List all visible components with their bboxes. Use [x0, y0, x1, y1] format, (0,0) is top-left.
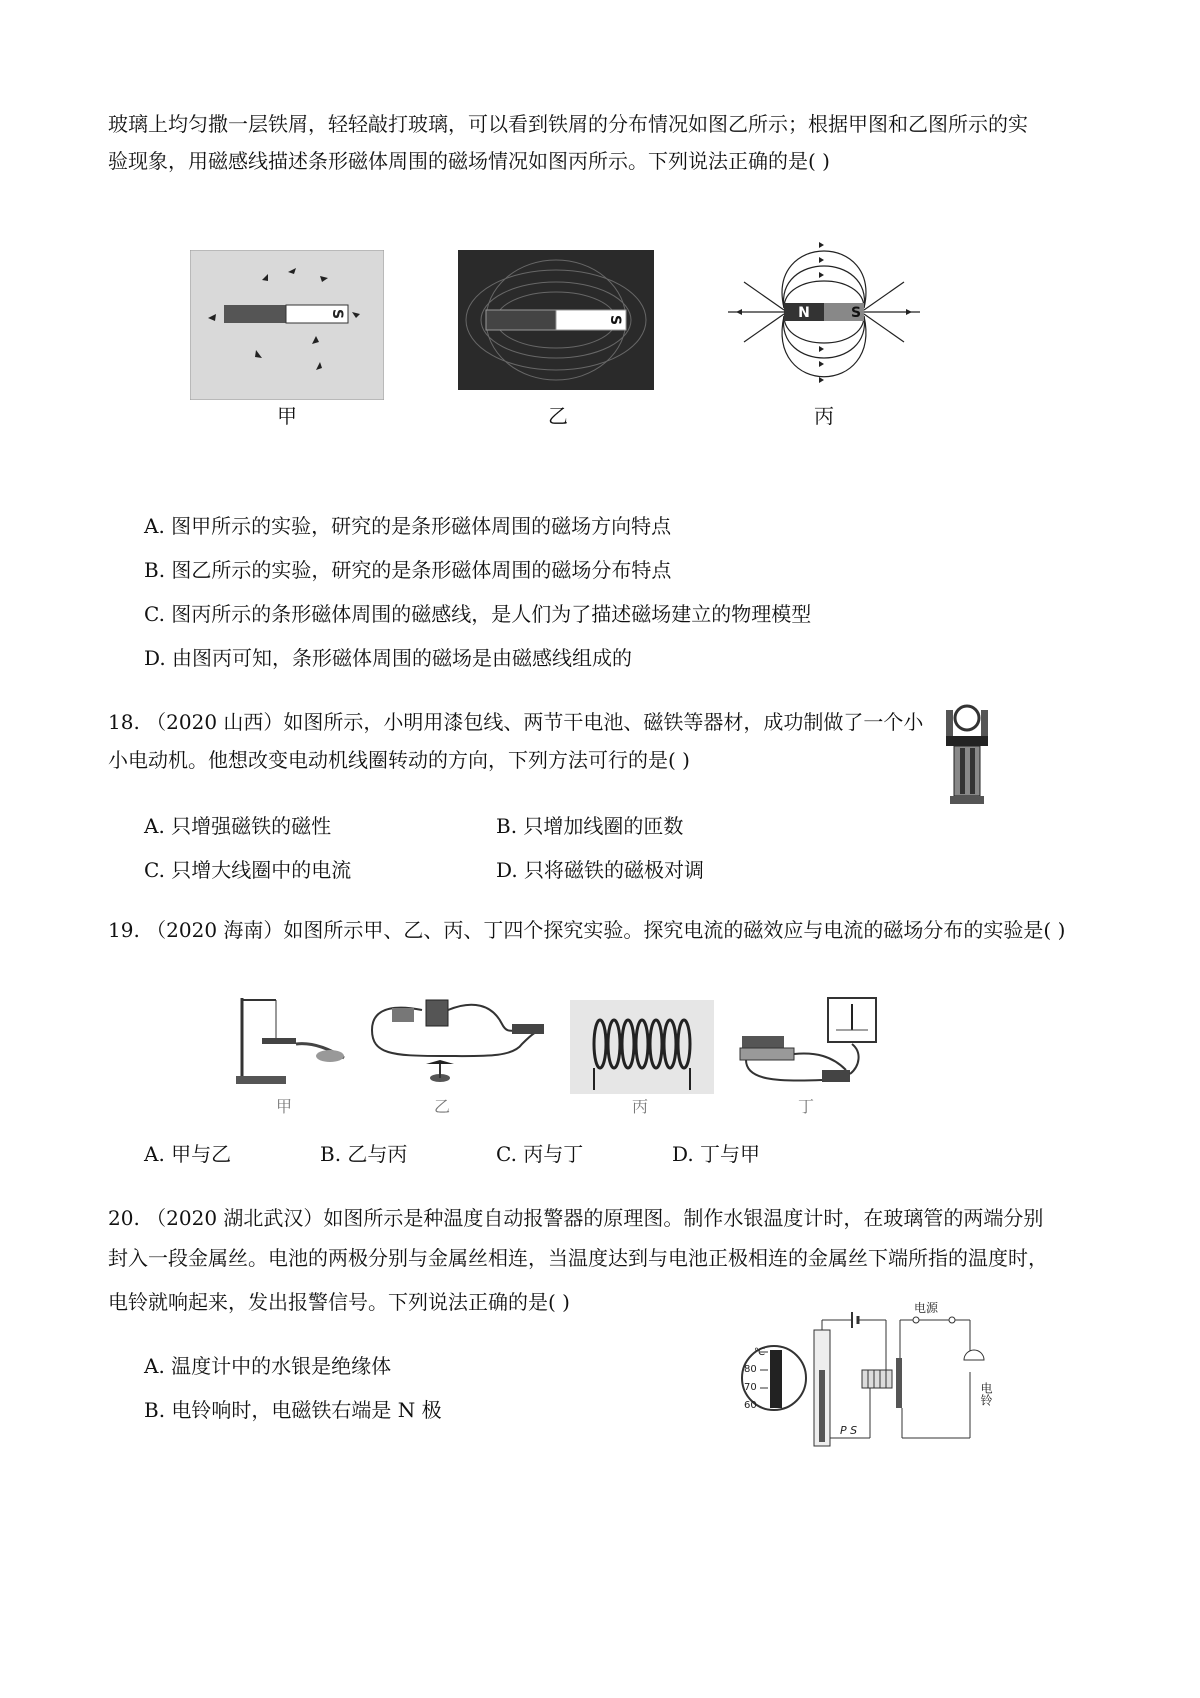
q19-fig-label-jia: 甲	[276, 1097, 293, 1116]
q19-figure-yi	[362, 994, 548, 1088]
power-label: 电源	[914, 1301, 939, 1315]
q19-option-a[interactable]: A. 甲与乙	[144, 1142, 232, 1166]
q17-option-a[interactable]: A. 图甲所示的实验，研究的是条形磁体周围的磁场方向特点	[144, 514, 672, 538]
q20-stem-line2: 封入一段金属丝。电池的两极分别与金属丝相连，当温度达到与电池正极相连的金属丝下端所指的温度时，	[108, 1246, 1048, 1270]
q20-stem-line1: 20. （2020 湖北武汉）如图所示是种温度自动报警器的原理图。制作水银温度计时，在玻璃管的两端分别	[108, 1206, 1044, 1230]
q19-stem-line1: 19. （2020 海南）如图所示甲、乙、丙、丁四个探究实验。探究电流的磁效应与电流的磁场分布的实验是( )	[108, 918, 1066, 942]
magnet-s-label: S	[850, 305, 862, 321]
q18-option-a[interactable]: A. 只增强磁铁的磁性	[144, 814, 332, 838]
bell-label: 电铃	[979, 1382, 993, 1406]
q17-option-b[interactable]: B. 图乙所示的实验，研究的是条形磁体周围的磁场分布特点	[144, 558, 672, 582]
q17-option-d[interactable]: D. 由图丙可知，条形磁体周围的磁场是由磁感线组成的	[144, 646, 633, 670]
q19-fig-label-bing: 丙	[632, 1097, 649, 1116]
q17-option-c[interactable]: C. 图丙所示的条形磁体周围的磁感线，是人们为了描述磁场建立的物理模型	[144, 602, 812, 626]
q19-fig-label-ding: 丁	[798, 1097, 815, 1116]
q17-fig-label-yi: 乙	[548, 404, 568, 428]
thermo-60-label: 60	[744, 1400, 757, 1411]
thermo-80-label: 80	[744, 1364, 757, 1375]
q18-option-d[interactable]: D. 只将磁铁的磁极对调	[496, 858, 705, 882]
q17-fig-label-bing: 丙	[814, 404, 834, 428]
q17-figure-bing	[726, 232, 922, 402]
magnet-s-label: S	[329, 308, 345, 320]
q19-figure-ding	[736, 996, 882, 1090]
q17-stem-line1: 玻璃上均匀撒一层铁屑，轻轻敲打玻璃，可以看到铁屑的分布情况如图乙所示；根据甲图和乙图所示的实	[108, 112, 1028, 136]
q18-option-c[interactable]: C. 只增大线圈中的电流	[144, 858, 352, 882]
thermo-unit-label: ℃	[754, 1347, 766, 1358]
q19-option-d[interactable]: D. 丁与甲	[672, 1142, 761, 1166]
q18-option-b[interactable]: B. 只增加线圈的匝数	[496, 814, 684, 838]
q17-fig-label-jia: 甲	[277, 404, 297, 428]
q19-figure-jia	[232, 992, 350, 1088]
q19-option-b[interactable]: B. 乙与丙	[320, 1142, 408, 1166]
magnet-n-label: N	[798, 305, 810, 321]
q20-stem-line3: 电铃就响起来，发出报警信号。下列说法正确的是( )	[108, 1290, 570, 1314]
magnet-s-label: S	[607, 314, 623, 326]
q19-option-c[interactable]: C. 丙与丁	[496, 1142, 584, 1166]
q18-motor-figure	[940, 700, 994, 808]
ps-label: P S	[840, 1424, 858, 1437]
q17-stem-line2: 验现象，用磁感线描述条形磁体周围的磁场情况如图丙所示。下列说法正确的是( )	[108, 149, 830, 173]
thermo-70-label: 70	[744, 1382, 757, 1393]
q19-figure-bing	[570, 1000, 714, 1094]
q17-figure-yi	[458, 250, 654, 390]
q18-stem-line2: 小电动机。他想改变电动机线圈转动的方向，下列方法可行的是( )	[108, 748, 690, 772]
q20-option-a[interactable]: A. 温度计中的水银是绝缘体	[144, 1354, 392, 1378]
q18-stem-line1: 18. （2020 山西）如图所示，小明用漆包线、两节干电池、磁铁等器材，成功制做了一个小	[108, 710, 924, 734]
q19-fig-label-yi: 乙	[434, 1097, 451, 1116]
q17-figure-jia	[190, 250, 384, 400]
q20-option-b[interactable]: B. 电铃响时，电磁铁右端是 N 极	[144, 1398, 442, 1422]
q20-alarm-figure	[740, 1300, 998, 1450]
